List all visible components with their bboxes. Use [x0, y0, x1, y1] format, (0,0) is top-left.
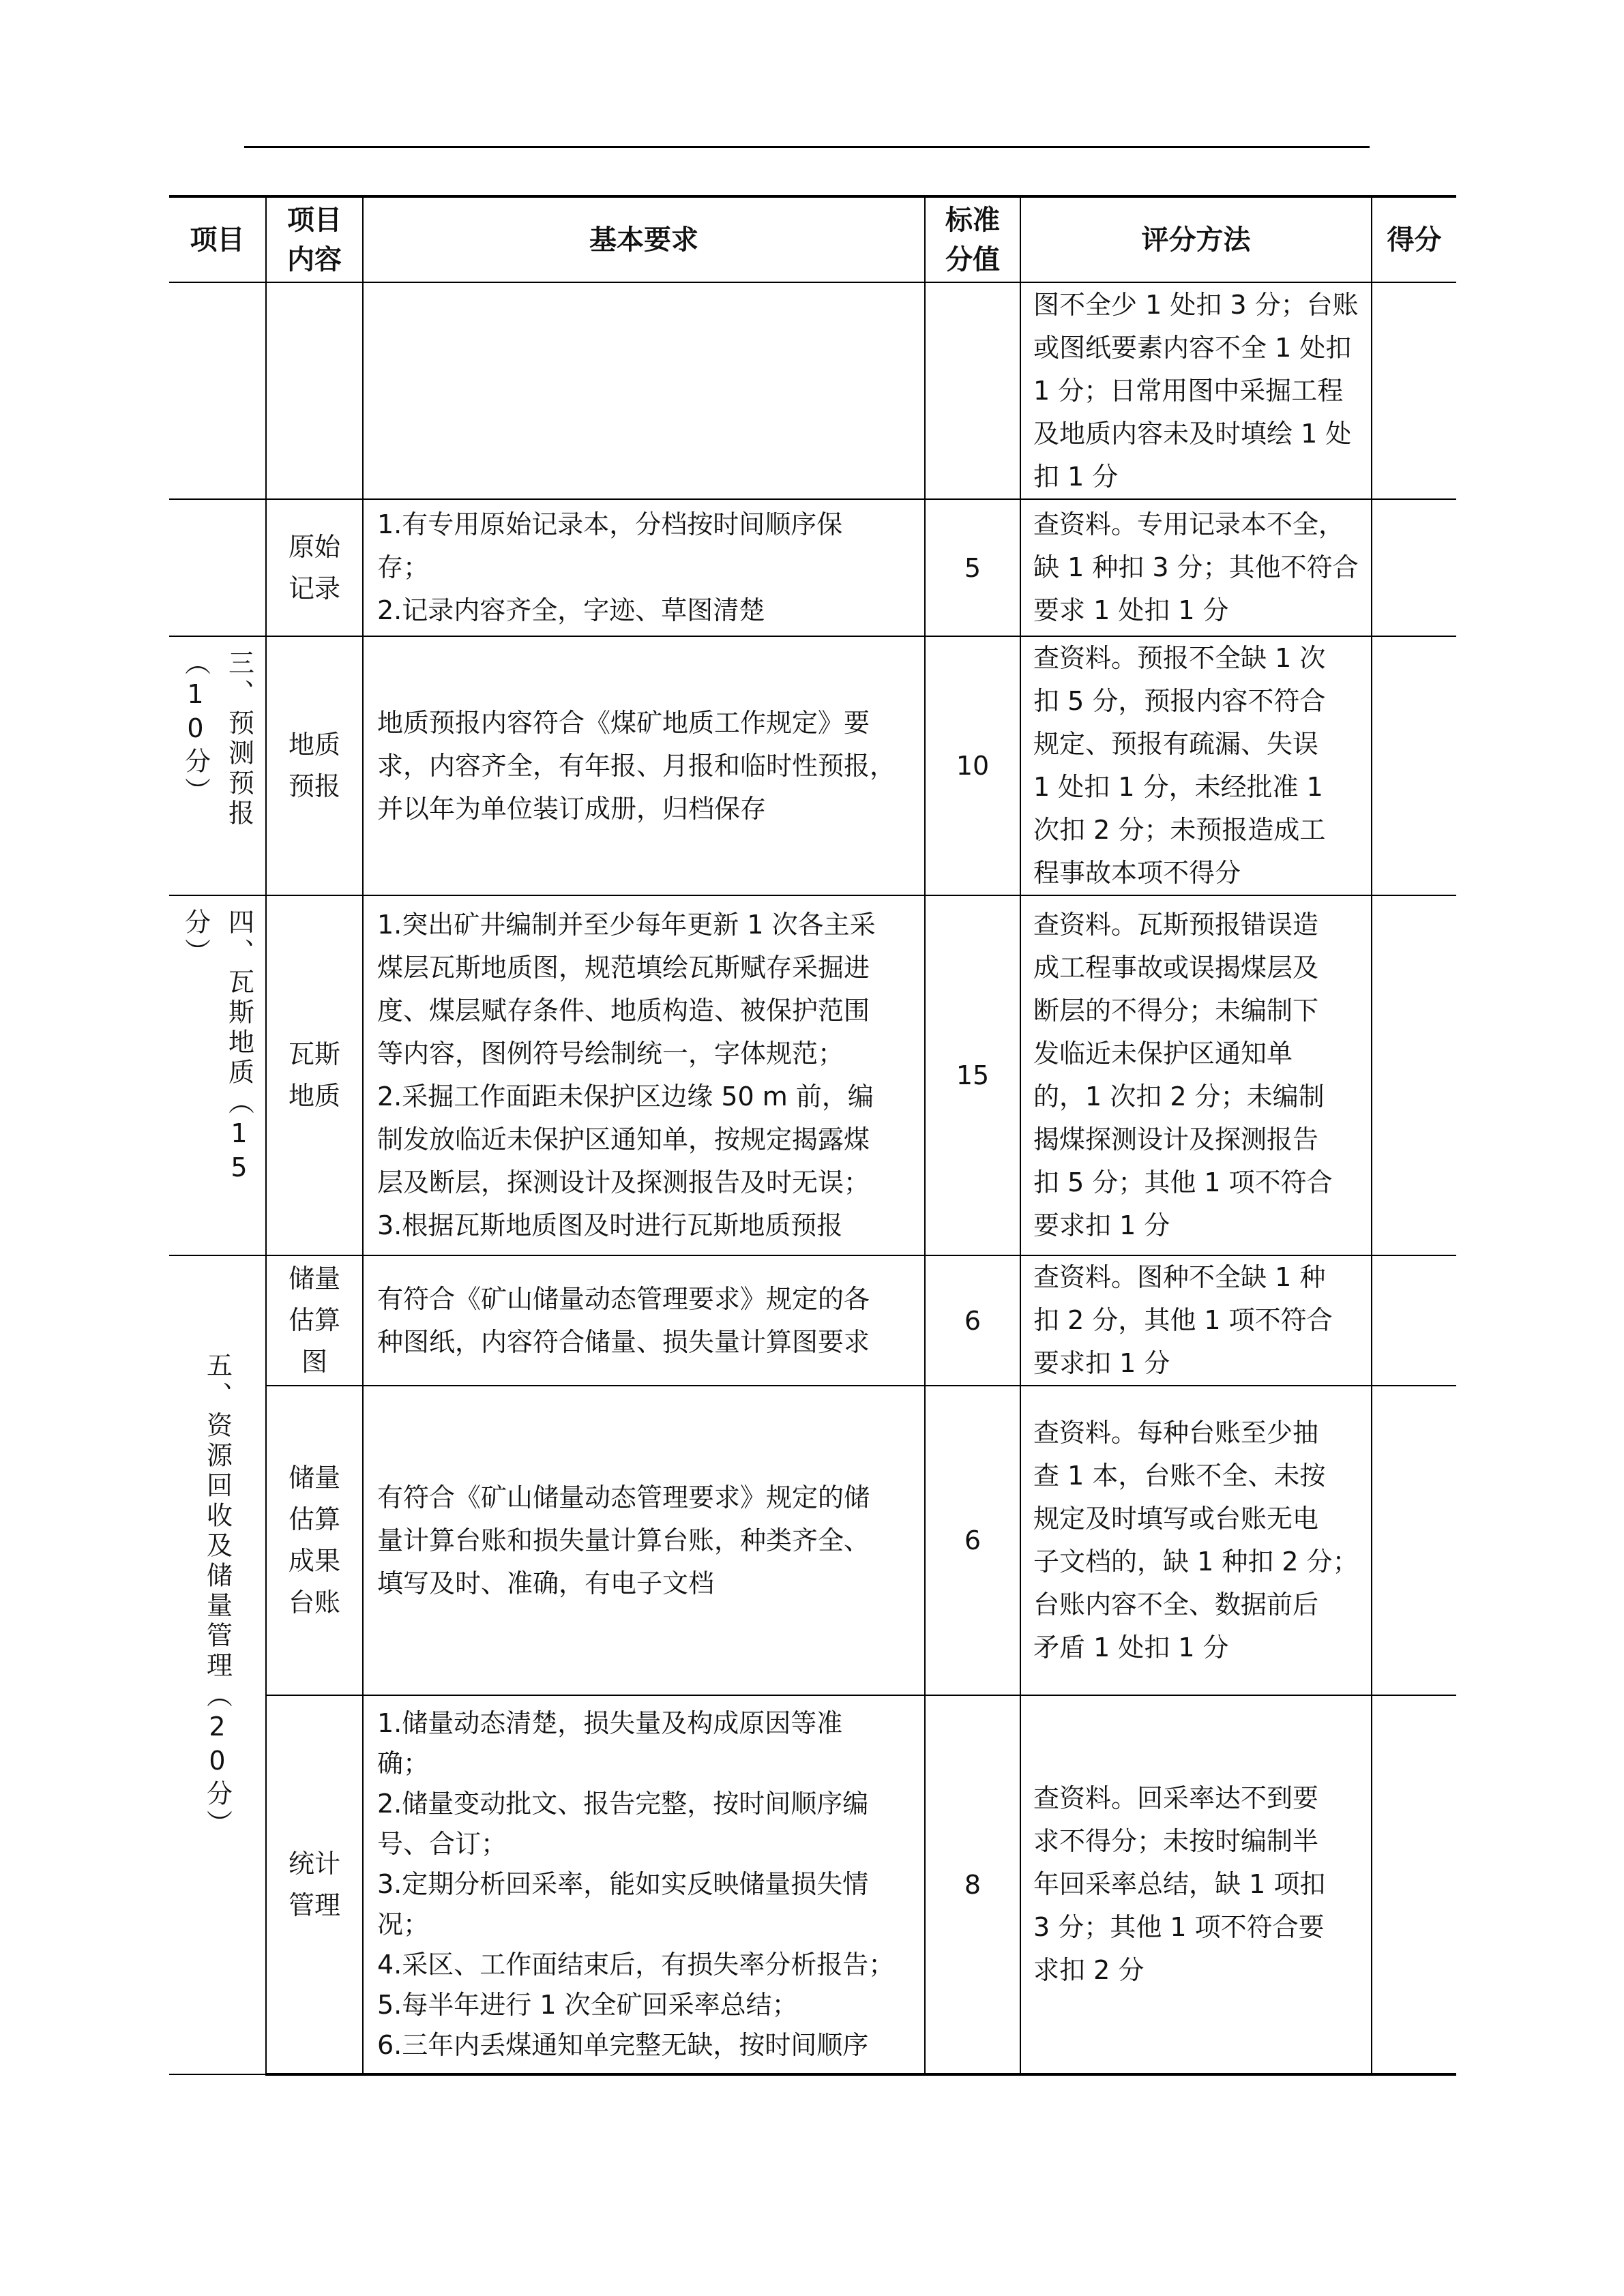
requirement-cell: 1.突出矿井编制并至少每年更新 1 次各主采 煤层瓦斯地质图，规范填绘瓦斯赋存采掘进 度、煤层赋存条件、地质构造、被保护范围 等内容，图例符号绘制统一，字体规范； 2.采掘工作面距未保护区边缘 50 m 前，编 制发放临近未保护区通知单，按规定揭露煤 层及断层，探测设计及探测报告及时无误； 3.根据瓦斯地质图及时进行瓦斯地质预报: [363, 895, 925, 1255]
col-header-content: 项目 内容: [266, 196, 363, 282]
standard-cell: 10: [925, 636, 1020, 895]
standard-cell: 15: [925, 895, 1020, 1255]
requirement-cell: 有符合《矿山储量动态管理要求》规定的各 种图纸，内容符合储量、损失量计算图要求: [363, 1255, 925, 1386]
content-cell: 瓦斯 地质: [266, 895, 363, 1255]
content-cell: 储量 估算 图: [266, 1255, 363, 1386]
project-cell: 五、资源回收及储量管理（20分）: [169, 1255, 266, 2074]
table-row: [169, 499, 1456, 636]
requirement-cell: [363, 282, 925, 499]
method-cell: 图不全少 1 处扣 3 分；台账 或图纸要素内容不全 1 处扣 1 分；日常用图中采掘工程 及地质内容未及时填绘 1 处 扣 1 分: [1020, 282, 1372, 499]
method-cell: 查资料。回采率达不到要 求不得分；未按时编制半 年回采率总结，缺 1 项扣 3 分；其他 1 项不符合要 求扣 2 分: [1020, 1695, 1372, 2074]
table-header-row: [169, 196, 1456, 282]
method-cell: 查资料。图种不全缺 1 种 扣 2 分，其他 1 项不符合 要求扣 1 分: [1020, 1255, 1372, 1386]
content-cell: 储量 估算 成果 台账: [266, 1386, 363, 1695]
method-cell: 查资料。瓦斯预报错误造 成工程事故或误揭煤层及 断层的不得分；未编制下 发临近未保护区通知单 的，1 次扣 2 分；未编制 揭煤探测设计及探测报告 扣 5 分；其他 1 项不符合 要求扣 1 分: [1020, 895, 1372, 1255]
table-row: [169, 282, 1456, 499]
standard-cell: 8: [925, 1695, 1020, 2074]
table-row: [169, 1695, 1456, 2074]
requirement-cell: 地质预报内容符合《煤矿地质工作规定》要 求，内容齐全，有年报、月报和临时性预报， 并以年为单位装订成册，归档保存: [363, 636, 925, 895]
project-cell: 三、预测预报（10分）: [169, 636, 266, 895]
standard-cell: 6: [925, 1255, 1020, 1386]
standard-cell: 6: [925, 1386, 1020, 1695]
standard-cell: [925, 282, 1020, 499]
method-cell: 查资料。专用记录本不全， 缺 1 种扣 3 分；其他不符合 要求 1 处扣 1 分: [1020, 499, 1372, 636]
requirement-cell: 1.储量动态清楚，损失量及构成原因等准 确； 2.储量变动批文、报告完整，按时间顺序编 号、合订； 3.定期分析回采率，能如实反映储量损失情 况； 4.采区、工作面结束后，有损失率分析报告； 5.每半年进行 1 次全矿回采率总结； 6.三年内丢煤通知单完整无缺，按时间顺序: [363, 1695, 925, 2074]
table-row: [169, 636, 1456, 895]
method-cell: 查资料。每种台账至少抽 查 1 本，台账不全、未按 规定及时填写或台账无电 子文档的，缺 1 种扣 2 分； 台账内容不全、数据前后 矛盾 1 处扣 1 分: [1020, 1386, 1372, 1695]
content-cell: 统计 管理: [266, 1695, 363, 2074]
score-cell: [1372, 499, 1456, 636]
content-cell: 地质 预报: [266, 636, 363, 895]
col-header-score: 得分: [1372, 196, 1456, 282]
requirement-cell: 1.有专用原始记录本，分档按时间顺序保 存； 2.记录内容齐全，字迹、草图清楚: [363, 499, 925, 636]
col-header-standard-score: 标准 分值: [925, 196, 1020, 282]
project-cell: 四、瓦斯地质（15分）: [169, 895, 266, 1255]
score-cell: [1372, 282, 1456, 499]
score-cell: [1372, 1255, 1456, 1386]
col-header-method: 评分方法: [1020, 196, 1372, 282]
method-cell: 查资料。预报不全缺 1 次 扣 5 分，预报内容不符合 规定、预报有疏漏、失误 1 处扣 1 分，未经批准 1 次扣 2 分；未预报造成工 程事故本项不得分: [1020, 636, 1372, 895]
requirement-cell: 有符合《矿山储量动态管理要求》规定的储 量计算台账和损失量计算台账，种类齐全、 填写及时、准确，有电子文档: [363, 1386, 925, 1695]
project-cell: [169, 282, 266, 499]
score-cell: [1372, 636, 1456, 895]
col-header-requirement: 基本要求: [363, 196, 925, 282]
standard-cell: 5: [925, 499, 1020, 636]
col-header-project: 项目: [169, 196, 266, 282]
content-cell: 原始 记录: [266, 499, 363, 636]
table-row: [169, 1255, 1456, 1386]
score-cell: [1372, 1386, 1456, 1695]
content-cell: [266, 282, 363, 499]
scoring-table: [169, 195, 1456, 2076]
table-row: [169, 1386, 1456, 1695]
score-cell: [1372, 895, 1456, 1255]
score-cell: [1372, 1695, 1456, 2074]
table-row: [169, 895, 1456, 1255]
project-cell: [169, 499, 266, 636]
header-rule: [244, 146, 1370, 148]
